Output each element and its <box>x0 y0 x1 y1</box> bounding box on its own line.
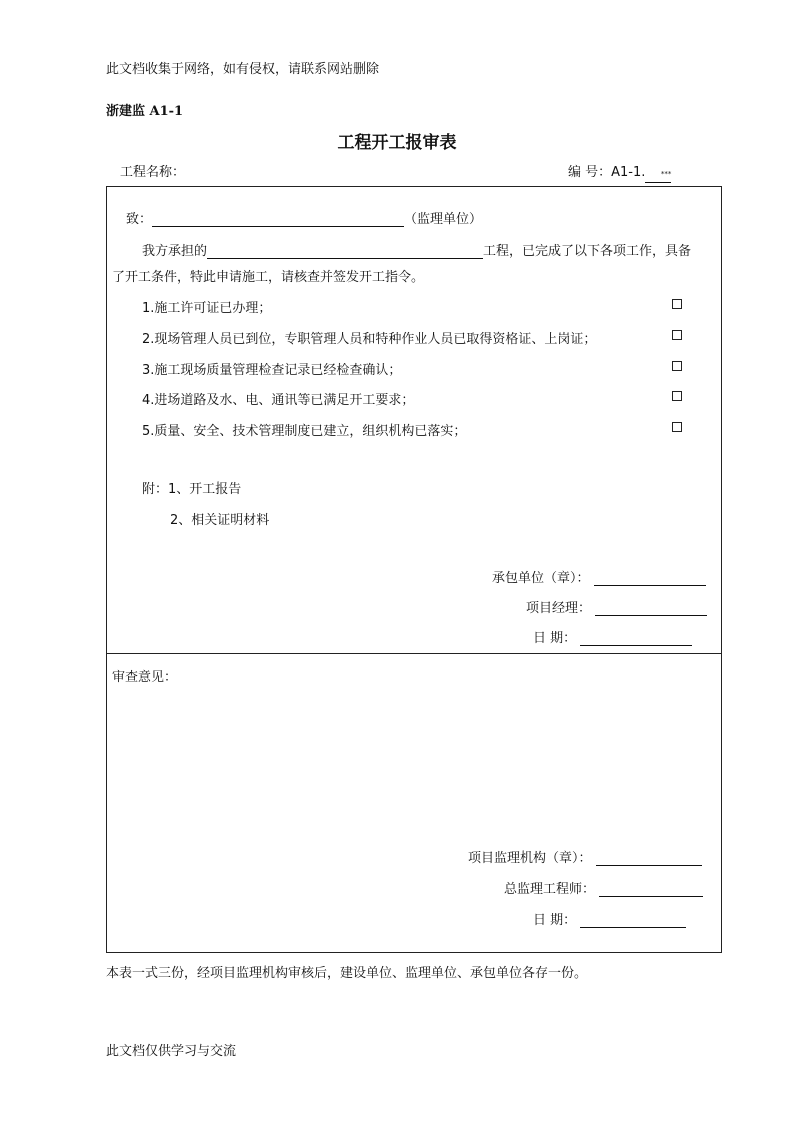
supervision-unit-field[interactable] <box>152 212 404 227</box>
chief-engineer-field[interactable] <box>599 882 703 897</box>
supervisor-date-row <box>533 909 686 928</box>
supervision-org-row <box>468 847 702 866</box>
checkbox-4[interactable] <box>672 391 682 401</box>
to-line <box>126 208 482 227</box>
supervisor-date-field[interactable] <box>580 913 686 928</box>
contractor-date-label: 日 期： <box>533 631 577 646</box>
contractor-date-field[interactable] <box>580 631 692 646</box>
supervisor-date-label: 日 期： <box>533 913 577 928</box>
project-field[interactable] <box>207 244 483 259</box>
checklist-item-3: 3.施工现场质量管理检查记录已经检查确认； <box>142 363 402 378</box>
doc-number-suffix: *** <box>645 170 671 183</box>
intro-line-2: 了开工条件，特此申请施工，请核查并签发开工指令。 <box>112 270 425 285</box>
review-label: 审查意见： <box>112 670 178 685</box>
doc-number <box>568 161 671 183</box>
intro-line-1 <box>142 240 691 259</box>
checkbox-2[interactable] <box>672 330 682 340</box>
contractor-unit-row <box>492 567 706 586</box>
page-title: 工程开工报审表 <box>337 133 457 153</box>
review-opinion-area[interactable] <box>112 690 712 840</box>
chief-engineer-row <box>504 878 703 897</box>
checklist-item-2: 2.现场管理人员已到位，专职管理人员和特种作业人员已取得资格证、上岗证； <box>142 332 597 347</box>
to-label: 致： <box>126 212 153 227</box>
to-suffix: （监理单位） <box>404 212 483 227</box>
project-manager-label: 项目经理： <box>526 601 592 616</box>
doc-number-label: 编 号：A1-1. <box>568 165 646 180</box>
attachment-2: 2、相关证明材料 <box>170 513 270 528</box>
supervision-org-field[interactable] <box>596 851 702 866</box>
header-note: 此文档收集于网络，如有侵权，请联系网站删除 <box>106 62 380 77</box>
checkbox-3[interactable] <box>672 361 682 371</box>
copies-note: 本表一式三份，经项目监理机构审核后，建设单位、监理单位、承包单位各存一份。 <box>106 966 588 981</box>
contractor-unit-field[interactable] <box>594 571 706 586</box>
chief-engineer-label: 总监理工程师： <box>504 882 596 897</box>
bottom-note: 此文档仅供学习与交流 <box>106 1044 237 1059</box>
intro-suffix: 工程，已完成了以下各项工作，具备 <box>483 244 692 259</box>
intro-prefix: 我方承担的 <box>142 244 208 259</box>
checklist-item-4: 4.进场道路及水、电、通讯等已满足开工要求； <box>142 393 415 408</box>
supervision-org-label: 项目监理机构（章）： <box>468 851 592 866</box>
project-manager-field[interactable] <box>595 601 707 616</box>
attachment-1: 附：1、开工报告 <box>142 482 242 497</box>
contractor-unit-label: 承包单位（章）： <box>492 571 590 586</box>
checklist-item-5: 5.质量、安全、技术管理制度已建立，组织机构已落实； <box>142 424 467 439</box>
contractor-date-row <box>533 627 692 646</box>
form-code: 浙建监 A1-1 <box>106 104 184 119</box>
checkbox-5[interactable] <box>672 422 682 432</box>
checkbox-1[interactable] <box>672 299 682 309</box>
checklist-item-1: 1.施工许可证已办理； <box>142 301 272 316</box>
project-manager-row <box>526 597 707 616</box>
project-name-label: 工程名称： <box>120 165 186 180</box>
